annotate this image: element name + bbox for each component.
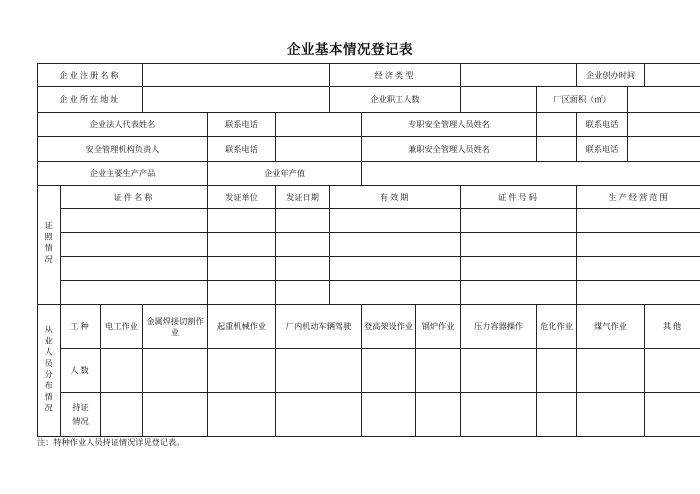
field-address[interactable]: [143, 87, 330, 113]
staff-type: 危化作业: [537, 305, 577, 349]
cert-header-issuer: 发证单位: [208, 186, 276, 209]
staff-type: 煤气作业: [577, 305, 645, 349]
staff-count-row: [38, 349, 700, 393]
table-row: [38, 257, 700, 281]
label-safety-full: 专职安全管理人员姓名: [362, 113, 537, 137]
field-phone[interactable]: [628, 113, 700, 137]
staff-type: 起重机械作业: [208, 305, 276, 349]
label-address: 企业所在地址: [38, 87, 143, 113]
label-found-time: 企业创办时间: [577, 64, 645, 87]
cert-side-label: 证照情况: [38, 186, 61, 305]
staff-type: 锅炉作业: [416, 305, 461, 349]
field-area[interactable]: [628, 87, 700, 113]
label-reg-name: 企业注册名称: [38, 64, 143, 87]
registration-form-table: [37, 63, 700, 437]
page-title: 企业基本情况登记表: [287, 42, 413, 58]
staff-count-label: 人数: [61, 349, 101, 393]
field-econ-type[interactable]: [461, 64, 577, 87]
staff-cert-row: [38, 393, 700, 437]
field-phone[interactable]: [628, 137, 700, 162]
staff-type: 金属焊接切割作业: [143, 305, 208, 349]
cert-header-validity: 有效期: [330, 186, 461, 209]
cert-header-number: 证件号码: [461, 186, 577, 209]
cert-header-scope: 生产经营范围: [577, 186, 700, 209]
table-row: [38, 233, 700, 257]
staff-type: 厂内机动车辆驾驶: [276, 305, 362, 349]
label-phone: 联系电话: [208, 113, 276, 137]
staff-side-label: 从业人员分布情况: [38, 305, 61, 437]
label-legal-rep: 企业法人代表姓名: [38, 113, 208, 137]
staff-cert-label: 持证情况: [61, 393, 101, 437]
field-phone[interactable]: [276, 137, 362, 162]
field-reg-name[interactable]: [143, 64, 330, 87]
staff-type: 其他: [645, 305, 700, 349]
field-safety-part[interactable]: [537, 137, 577, 162]
staff-type: 登高架设作业: [362, 305, 416, 349]
cert-header-date: 发证日期: [276, 186, 330, 209]
label-safety-part: 兼职安全管理人员姓名: [362, 137, 537, 162]
staff-type-label: 工种: [61, 305, 101, 349]
cert-header-name: 证件名称: [61, 186, 208, 209]
table-row: [38, 281, 700, 305]
footnote: 注：特种作业人员持证情况详见登记表。: [37, 437, 185, 447]
label-products: 企业主要生产产品: [38, 162, 208, 186]
label-safety-org: 安全管理机构负责人: [38, 137, 208, 162]
field-found-time[interactable]: [645, 64, 700, 87]
label-phone: 联系电话: [208, 137, 276, 162]
staff-type: 压力容器操作: [461, 305, 537, 349]
field-safety-full[interactable]: [537, 113, 577, 137]
label-staff-count: 企业职工人数: [330, 87, 461, 113]
staff-type: 电工作业: [101, 305, 143, 349]
label-output: 企业年产值: [208, 162, 362, 186]
label-phone: 联系电话: [577, 113, 628, 137]
label-area: 厂区面积（㎡）: [537, 87, 628, 113]
field-phone[interactable]: [276, 113, 362, 137]
table-row: [38, 209, 700, 233]
field-staff-count[interactable]: [461, 87, 537, 113]
label-phone: 联系电话: [577, 137, 628, 162]
label-econ-type: 经济类型: [330, 64, 461, 87]
field-output[interactable]: [362, 162, 700, 186]
